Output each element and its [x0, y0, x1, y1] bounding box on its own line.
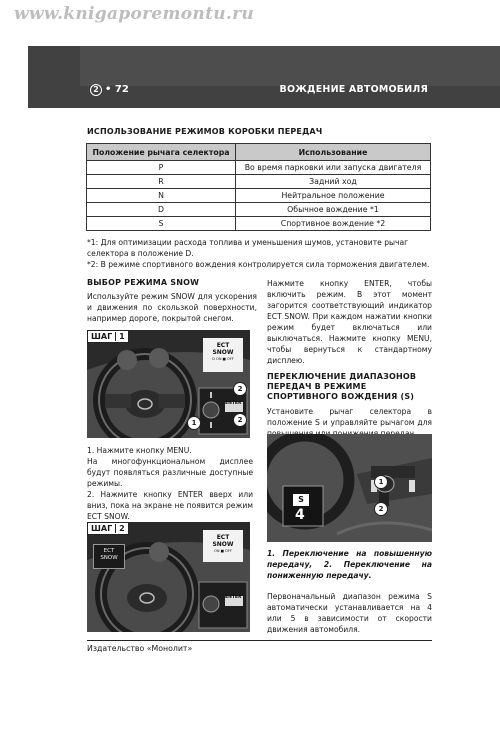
snow-intro: Используйте режим SNOW для ускорения и движения по скользкой поверхности, например дороге, покрытой снегом. [87, 292, 257, 323]
multi-display-screen [203, 338, 243, 372]
table-cell: N [87, 189, 236, 203]
page-header-strip [80, 46, 500, 86]
callout-1: 1 [187, 416, 201, 430]
table-row [87, 175, 431, 189]
footer-divider [87, 640, 432, 641]
screen-text-snow: SNOW [212, 541, 234, 548]
chapter-icon: 2 [90, 84, 102, 96]
dash-ect-snow-indicator: ECT SNOW [93, 544, 125, 569]
step1-instruction-b: На многофункциональном дисплее будут появляться различные доступные режимы. [87, 457, 253, 488]
gear-table [86, 143, 431, 231]
sport-caption: 1. Переключение на повышенную передачу, 2. Переключение на пониженную передачу. [267, 549, 432, 580]
table-row [87, 217, 431, 231]
screen-sub: D ON ■ OFF [212, 357, 234, 361]
watermark: www.knigaporemontu.ru [14, 4, 255, 24]
table-cell: Нейтральное положение [236, 189, 431, 203]
table-row [87, 161, 431, 175]
table-cell: D [87, 203, 236, 217]
page-number: 2 • 72 [90, 84, 129, 96]
table-title: ИСПОЛЬЗОВАНИЕ РЕЖИМОВ КОРОБКИ ПЕРЕДАЧ [87, 127, 323, 136]
snow-enable-text: Нажмите кнопку ENTER, чтобы включить режим. В этот момент загорится соответствующий индикатор ECT SNOW. При каждом нажатии кнопки режим будет включаться или выключаться. Нажмите кнопку MENU, чтобы вернуться к стандартному дисплею. [267, 279, 432, 365]
screen-text-ect: ECT [216, 534, 230, 541]
sport-outro: Первоначальный диапазон режима S автоматически устанавливается на 4 или 5 в зависимости от скорости движения автомобиля. [267, 592, 432, 634]
table-cell: P [87, 161, 236, 175]
table-notes [87, 237, 432, 270]
step2-photo [87, 522, 250, 632]
sport-shifter-photo [267, 434, 432, 542]
left-column [87, 278, 257, 324]
table-cell: Во время парковки или запуска двигателя [236, 161, 431, 175]
gear-display-s: S [293, 494, 309, 506]
step1-label: ШАГ 1 [87, 330, 129, 343]
multi-display-screen [203, 530, 243, 562]
callout-2-upper: 2 [233, 382, 247, 396]
step1-instruction-c: 2. Нажмите кнопку ENTER вверх или вниз, пока на экране не появится режим ECT SNOW. [87, 490, 253, 521]
footnote-2: *2: В режиме спортивного вождения контролируется сила торможения двигателем. [87, 260, 430, 269]
footer-publisher: Издательство «Монолит» [87, 644, 193, 653]
screen-sub: ON ■ OFF [214, 549, 232, 553]
table-cell: S [87, 217, 236, 231]
footnote-1: *1: Для оптимизации расхода топлива и уменьшения шумов, установите рычаг селектора в положение D. [87, 238, 409, 258]
screen-text-snow: SNOW [212, 349, 234, 356]
table-header-row [87, 144, 431, 161]
section-title: ВОЖДЕНИЕ АВТОМОБИЛЯ [279, 84, 428, 95]
callout-1: 1 [374, 475, 388, 489]
right-column [267, 278, 432, 439]
step2-label: ШАГ 2 [87, 522, 129, 535]
page-number-value: 72 [114, 84, 129, 95]
sport-heading: ПЕРЕКЛЮЧЕНИЕ ДИАПАЗОНОВ ПЕРЕДАЧ В РЕЖИМЕ СПОРТИВНОГО ВОЖДЕНИЯ (S) [267, 372, 417, 401]
table-row [87, 189, 431, 203]
step1-instruction-a: 1. Нажмите кнопку MENU. [87, 446, 192, 455]
screen-text-ect: ECT [216, 342, 230, 349]
table-cell: Обычное вождение *1 [236, 203, 431, 217]
table-row [87, 203, 431, 217]
snow-heading: ВЫБОР РЕЖИМА SNOW [87, 278, 200, 287]
column-header: Использование [236, 144, 431, 161]
step1-photo [87, 330, 250, 438]
enter-button: ENTER [225, 401, 242, 406]
step1-text [87, 445, 253, 522]
sport-text [267, 548, 432, 635]
shifter-illustration [267, 434, 432, 542]
gear-display-number: 4 [295, 507, 305, 523]
sport-intro: Установите рычаг селектора в положение S и управляйте рычагом для [267, 407, 432, 427]
table-cell: Спортивное вождение *2 [236, 217, 431, 231]
callout-2: 2 [374, 502, 388, 516]
column-header: Положение рычага селектора [87, 144, 236, 161]
table-cell: R [87, 175, 236, 189]
table-cell: Задний ход [236, 175, 431, 189]
callout-2: 2 [233, 413, 247, 427]
enter-button: ENTER [225, 595, 242, 600]
